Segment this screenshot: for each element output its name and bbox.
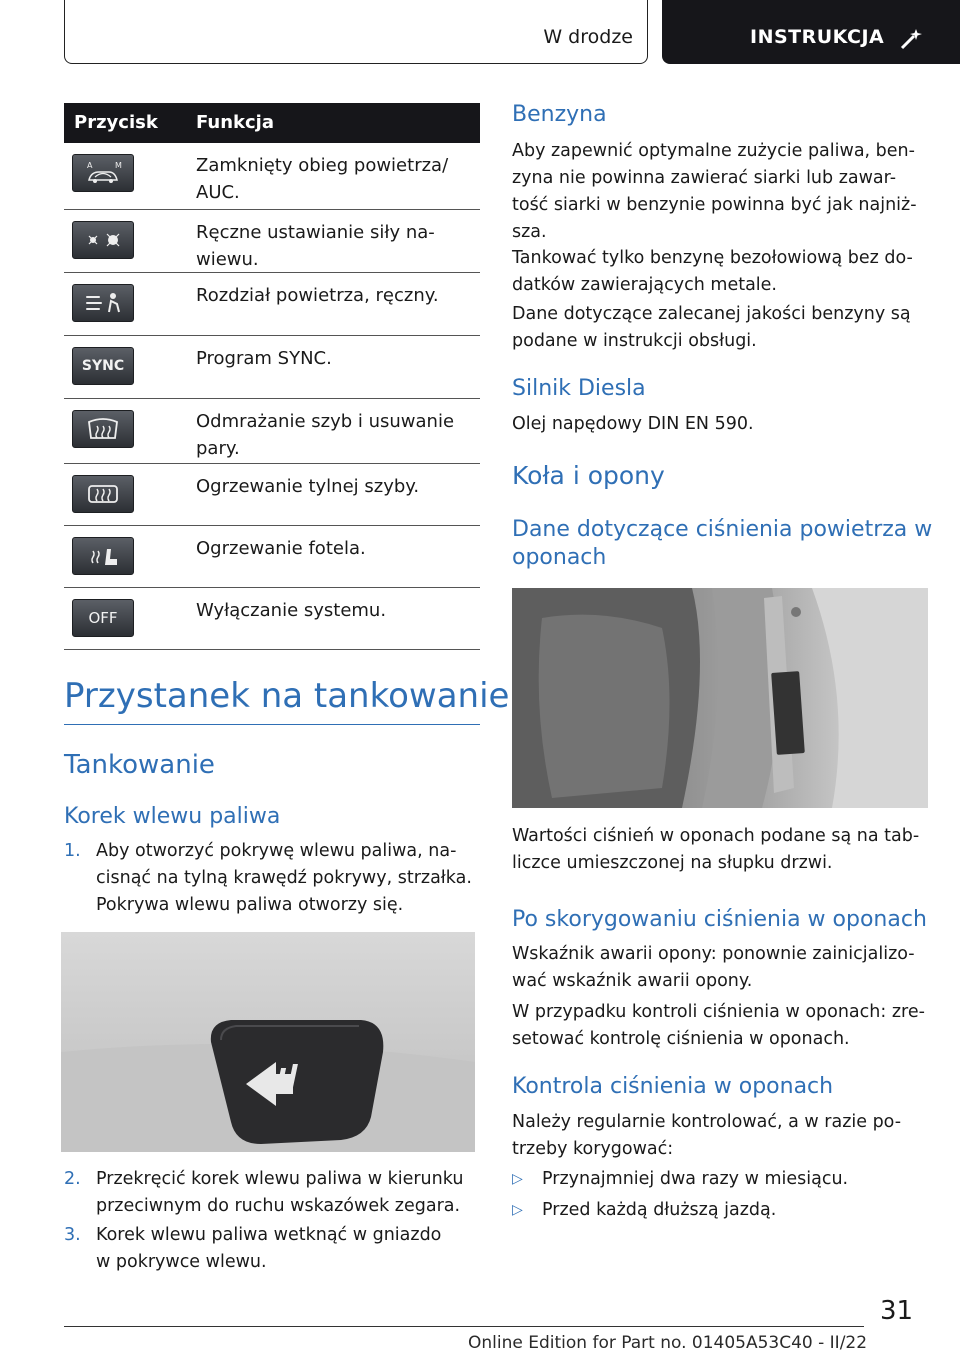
- sync-icon: [72, 347, 134, 385]
- list-item-text: Przynajmniej dwa razy w miesiącu.: [542, 1169, 849, 1189]
- diesel-paragraph: Olej napędowy DIN EN 590.: [512, 414, 754, 434]
- row-function-text: Ogrzewanie fotela.: [196, 538, 366, 559]
- step-number: 1.: [64, 841, 81, 861]
- step-number: 3.: [64, 1225, 81, 1245]
- topic-heading: Korek wlewu paliwa: [64, 804, 281, 829]
- text-line: setować kontrolę ciśnienia w oponach.: [512, 1029, 850, 1049]
- text-line: Aby zapewnić optymalne zużycie paliwa, ben-: [512, 141, 915, 161]
- table-row: [64, 588, 480, 650]
- text-line: wać wskaźnik awarii opony.: [512, 971, 753, 991]
- controls-table: [64, 103, 480, 650]
- seat-heating-icon: [72, 537, 134, 575]
- photo-caption: [512, 823, 928, 877]
- step-3: [64, 1222, 480, 1276]
- row-function-text: Program SYNC.: [196, 348, 332, 369]
- table-row: [64, 526, 480, 588]
- chapter-tab: [662, 0, 960, 64]
- table-row: [64, 336, 480, 399]
- text-line: Należy regularnie kontrolować, a w razie po-: [512, 1112, 902, 1132]
- windshield-defrost-icon: [72, 410, 134, 448]
- heading-line: Dane dotyczące ciśnienia powietrza w: [512, 517, 933, 542]
- rear-window-heating-icon: [72, 475, 134, 513]
- table-row: [64, 210, 480, 273]
- row-function-text: Rozdział powietrza, ręczny.: [196, 285, 439, 306]
- text-line: Wartości ciśnień w oponach podane są na tab-: [512, 826, 920, 846]
- text-line: trzeby korygować:: [512, 1139, 674, 1159]
- triangle-bullet-icon: ▷: [512, 1171, 523, 1187]
- col-header-function: Funkcja: [196, 112, 274, 133]
- chapter-title: INSTRUKCJA: [750, 26, 885, 48]
- fan-speed-icon: [72, 221, 134, 259]
- step-2: [64, 1166, 480, 1220]
- table-row: [64, 273, 480, 336]
- benzyna-paragraph-1: [512, 138, 928, 246]
- table-row: [64, 464, 480, 526]
- table-row: [64, 143, 480, 210]
- diesel-heading: Silnik Diesla: [512, 376, 646, 401]
- step-line: cisnąć na tylną krawędź pokrywy, strzałka.: [96, 868, 472, 888]
- row-function-text: Wyłączanie systemu.: [196, 600, 387, 621]
- benzyna-paragraph-2: [512, 245, 928, 299]
- step-line: Korek wlewu paliwa wetknąć w gniazdo: [96, 1225, 442, 1245]
- edition-note: Online Edition for Part no. 01405A53C40 - II/22: [468, 1333, 868, 1353]
- row-function-text: Ogrzewanie tylnej szyby.: [196, 476, 420, 497]
- after-correction-paragraph-1: [512, 941, 928, 995]
- step-number: 2.: [64, 1169, 81, 1189]
- text-line: zyna nie powinna zawierać siarki lub zawar-: [512, 168, 897, 188]
- step-line: przeciwnym do ruchu wskazówek zegara.: [96, 1196, 461, 1216]
- benzyna-paragraph-3: [512, 301, 928, 355]
- step-line: Przekręcić korek wlewu paliwa w kierunku: [96, 1169, 464, 1189]
- after-correction-paragraph-2: [512, 999, 928, 1053]
- svg-text:A: A: [87, 161, 93, 170]
- footer-divider: [64, 1326, 864, 1327]
- benzyna-heading: Benzyna: [512, 102, 607, 127]
- step-line: w pokrywce wlewu.: [96, 1252, 267, 1272]
- off-icon: [72, 599, 134, 637]
- fuel-flap-photo: [61, 932, 475, 1152]
- section-heading: Przystanek na tankowanie: [64, 676, 510, 716]
- table-header: [64, 103, 480, 143]
- col-header-button: Przycisk: [74, 112, 158, 133]
- row-function-text: Ręczne ustawianie siły na- wiewu.: [196, 222, 435, 270]
- text-line: datków zawierających metale.: [512, 275, 777, 295]
- pressure-check-paragraph: [512, 1109, 928, 1163]
- list-item: [512, 1166, 928, 1193]
- heading-divider: [64, 724, 480, 725]
- triangle-bullet-icon: ▷: [512, 1202, 523, 1218]
- step-line: Aby otworzyć pokrywę wlewu paliwa, na-: [96, 841, 457, 861]
- text-line: podane w instrukcji obsługi.: [512, 331, 757, 351]
- row-function-text: Odmrażanie szyb i usuwanie pary.: [196, 411, 455, 459]
- door-pillar-photo: [512, 588, 928, 808]
- text-line: tość siarki w benzynie powinna być jak najniż-: [512, 195, 917, 215]
- table-row: [64, 399, 480, 464]
- svg-text:M: M: [115, 161, 122, 170]
- page-number: 31: [880, 1296, 914, 1326]
- list-item: [512, 1197, 928, 1224]
- heading-line: oponach: [512, 545, 607, 570]
- after-correction-heading: Po skorygowaniu ciśnienia w oponach: [512, 907, 927, 932]
- text-line: sza.: [512, 222, 547, 242]
- pressure-check-heading: Kontrola ciśnienia w oponach: [512, 1074, 834, 1099]
- step-1: [64, 838, 480, 919]
- recirculation-auc-icon: [72, 154, 134, 192]
- air-distribution-icon: [72, 284, 134, 322]
- wheels-heading: Koła i opony: [512, 461, 665, 490]
- off-label: OFF: [88, 609, 118, 627]
- text-line: W przypadku kontroli ciśnienia w oponach: zre-: [512, 1002, 925, 1022]
- tire-pressure-heading: [512, 516, 932, 572]
- text-line: Dane dotyczące zalecanej jakości benzyny są: [512, 304, 911, 324]
- step-line: Pokrywa wlewu paliwa otworzy się.: [96, 895, 404, 915]
- text-line: liczce umieszczonej na słupku drzwi.: [512, 853, 833, 873]
- subsection-heading: Tankowanie: [64, 750, 215, 780]
- section-title: W drodze: [543, 26, 633, 48]
- row-function-text: Zamknięty obieg powietrza/ AUC.: [196, 155, 449, 203]
- wand-icon: [898, 28, 924, 50]
- sync-label: SYNC: [81, 358, 125, 374]
- text-line: Tankować tylko benzynę bezołowiową bez do-: [512, 248, 913, 268]
- list-item-text: Przed każdą dłuższą jazdą.: [542, 1200, 777, 1220]
- section-tab: [64, 0, 648, 64]
- text-line: Wskaźnik awarii opony: ponownie zainicjalizo-: [512, 944, 915, 964]
